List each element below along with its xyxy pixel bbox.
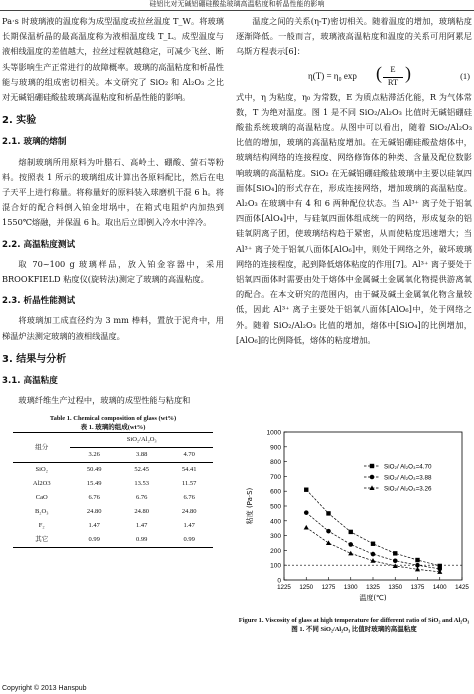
data-point [348, 542, 353, 547]
section-2-2-paragraph: 取 70~100 g 玻璃样品，放入铂金容器中，采用 BROOKFIELD 粘度仪(旋转法)测定了玻璃的高温粘度。 [2, 258, 224, 285]
legend-label: SiO₂/ Al₂O₃=3.88 [384, 474, 432, 482]
data-point [304, 510, 309, 515]
y-tick-label: 200 [270, 547, 281, 555]
table-cell: 6.76 [183, 494, 195, 502]
table-cell: 24.80 [181, 508, 197, 516]
table-caption-en: Table 1. Chemical composition of glass (wt%) [49, 415, 177, 423]
table-row-label: B₂O₃ [34, 508, 49, 516]
running-header: 硅铝比对无碱铝硼硅酸盐玻璃高温粘度和析晶性能的影响 [0, 0, 474, 11]
y-tick-label: 400 [270, 518, 281, 526]
y-tick-label: 900 [270, 444, 281, 452]
y-tick-label: 0 [277, 577, 281, 585]
table-group-label: 组分 [35, 443, 49, 451]
legend-label: SiO₂/ Al₂O₃=3.26 [384, 485, 432, 493]
table-cell: 52.45 [134, 466, 150, 474]
equation-denominator: RT [387, 76, 399, 87]
right-column [236, 14, 472, 348]
section-2-heading: 2. 实验 [2, 115, 37, 127]
x-tick-label: 1350 [388, 584, 403, 591]
y-tick-label: 100 [270, 562, 281, 570]
table-row-label: CaO [35, 494, 48, 502]
section-3-1-paragraph: 玻璃纤维生产过程中，玻璃的成型性能与粘度和 [18, 395, 191, 406]
copyright-footer: Copyright © 2013 Hanspub [2, 685, 87, 692]
legend-marker [370, 475, 375, 480]
section-3-heading: 3. 结果与分析 [2, 353, 67, 365]
table-cell: 24.80 [86, 508, 102, 516]
table-row [13, 477, 213, 491]
section-2-3-paragraph: 将玻璃加工成直径约为 3 mm 棒料，置放于泥舟中，用梯温炉法测定玻璃的液相线温度。 [2, 315, 224, 341]
equation-paren-close: ) [405, 62, 411, 83]
table-cell: 13.53 [134, 480, 150, 488]
viscosity-analysis-paragraph: 式中，η 为粘度，η₀ 为常数，E 为质点粘滞活化能，R 为气体常数，T 为绝对温度。图 1 是不同 SiO₂/Al₂O₃ 比值时无碱铝硼硅酸盐系统玻璃的高温粘度。从图中可以看出，随着 SiO₂/Al₂O₃ 比值的增加，玻璃的高温粘度增加。在无碱铝硼硅酸盐熔体中，玻璃结构网络的连接程度、网络修饰体的种类、含量及配位数影响玻璃的高温粘度。SiO₂ 在无碱铝硼硅酸盐玻璃中主要以硅氧四面体[SiO₄]的形式存在，形成连接网络，增加玻璃的高温粘度。Al₂O₃ 在玻璃中有 4 和 6 两种配位状态。当 Al³⁺ 离子处于铝氧四面体[AlO₄]中，与硅氧四面体组成统一的网络，形成复杂的铝硅氧阴离子团，使玻璃结构趋于紧密，从而使粘度迅速增大；当 Al³⁺ 离子处于铝氧八面体[AlO₆]中，则处于网络之外，破坏玻璃网络的连接程度，起到降低熔体粘度的作用[7]。Al³⁺ 离子要处于铝氧四面体时需要由处于熔体中金属碱土金属氧化物提供游离氧的配合。在本文研究的范围内，由于碱及碱土金属氧化物含量较低，因此 Al³⁺ 离子主要处于铝氧八面体[AlO₆]中，处于网络之外。随着 SiO₂/Al₂O₃ 比值的增加，熔体中[SiO₄]的比例增加，[AlO₆]的比例降低，熔体的粘度增加。 [236, 91, 472, 345]
table-row [13, 491, 213, 505]
data-point [304, 488, 308, 492]
y-tick-label: 700 [270, 473, 281, 481]
viscosity-intro-paragraph: 温度之间的关系(η-T)密切相关。随着温度的增加，玻璃粘度逐渐降低。一般而言，玻璃液高温粘度和温度的关系可用阿累尼乌斯方程表示[6]： [236, 16, 472, 57]
equation-number: (1) [460, 70, 470, 81]
table-row-label: SiO₂ [35, 466, 48, 474]
table-cell: 6.76 [136, 494, 148, 502]
table-cell: 0.99 [88, 536, 100, 544]
section-2-1-heading: 2.1. 玻璃的熔制 [2, 137, 67, 148]
table-ratio-header: SiO₂/Al₂O₃ [70, 433, 213, 448]
table-block [2, 414, 224, 548]
data-point [326, 540, 331, 545]
legend-marker [370, 464, 374, 468]
y-tick-label: 500 [270, 503, 281, 511]
table-col-header: 3.26 [88, 451, 100, 459]
table-cell: 0.99 [183, 536, 195, 544]
y-tick-label: 300 [270, 533, 281, 541]
table-cell: 1.47 [136, 522, 148, 530]
x-tick-label: 1425 [455, 584, 469, 591]
table-col-header: 4.70 [183, 451, 195, 459]
table-row [13, 463, 213, 478]
viscosity-chart [236, 420, 472, 610]
data-point [415, 567, 420, 572]
table-cell: 0.99 [136, 536, 148, 544]
data-point [349, 530, 353, 534]
figure-1 [236, 420, 472, 634]
table-cell: 54.41 [181, 466, 197, 474]
x-tick-label: 1400 [432, 584, 447, 591]
equation-numerator: E [383, 62, 403, 78]
section-2-3-heading: 2.3. 析晶性能测试 [2, 296, 76, 307]
data-point [304, 525, 309, 530]
table-row-label: 其它 [35, 536, 49, 544]
data-point [326, 529, 331, 534]
table-col-header: 3.88 [136, 451, 148, 459]
table-row [13, 505, 213, 519]
legend-label: SiO₂/ Al₂O₃=4.70 [384, 463, 432, 471]
data-point [371, 552, 376, 557]
table-row [13, 533, 213, 548]
equation-lhs: η(T) = η₀ exp [308, 70, 357, 81]
table-cell: 24.80 [134, 508, 150, 516]
y-tick-label: 1000 [266, 429, 281, 437]
composition-table [13, 432, 213, 548]
x-tick-label: 1375 [410, 584, 425, 591]
left-column [2, 14, 224, 548]
data-point [348, 551, 353, 556]
section-2-2-heading: 2.2. 高温粘度测试 [2, 239, 76, 250]
data-point [371, 542, 375, 546]
table-cell: 1.47 [88, 522, 100, 530]
figure-caption-en: Figure 1. Viscosity of glass at high temperature for different ratio of SiO₂ and Al₂O₃ [238, 617, 470, 624]
table-row [13, 519, 213, 533]
intro-paragraph: Pa·s 时玻璃液的温度称为成型温度或拉丝温度 T_W。将玻璃长期保温析晶的最高温度称为液相温度线 T_L。成型温度与液相线温度的差值越大，拉丝过程就越稳定，可减少飞丝、断头等影响生产正常进行的故障概率。玻璃的高温粘度和析晶性能与玻璃的组成密切相关。本文研究了 SiO₂ 和 Al₂O₃ 之比对无碱铝硼硅酸盐玻璃高温粘度和析晶性能的影响。 [2, 16, 224, 103]
x-tick-label: 1250 [299, 584, 314, 591]
x-tick-label: 1325 [366, 584, 380, 591]
plot-frame [284, 432, 462, 580]
figure-caption-cn: 图 1. 不同 SiO₂/Al₂O₃ 比值时玻璃的高温粘度 [291, 626, 417, 633]
table-cell: 50.49 [86, 466, 102, 474]
data-point [326, 511, 330, 515]
y-tick-label: 600 [270, 488, 281, 496]
data-point [415, 558, 419, 562]
table-caption-cn: 表 1. 玻璃的组成(wt%) [80, 424, 146, 432]
y-axis-label: 粘度 (Pa·S) [246, 487, 254, 525]
arrhenius-equation [236, 60, 472, 90]
data-point [393, 558, 398, 563]
table-row-label: F₂ [38, 522, 45, 530]
table-cell: 15.49 [86, 480, 102, 488]
data-point [393, 551, 397, 555]
y-tick-label: 800 [270, 459, 281, 467]
table-cell: 6.76 [88, 494, 100, 502]
section-3-1-heading: 3.1. 高温粘度 [2, 376, 58, 387]
section-2-1-paragraph: 熔制玻璃所用原料为叶腊石、高岭土、硼酸、萤石等粉料。按照表 1 所示的玻璃组成计算出各原料配比，然后在电子天平上进行称量。将称量好的原料装入球磨机干混 6 h。将混合好的配合料倒入铂金坩埚中，在箱式电阻炉内加热到 1550℃熔融，并保温 6 h。取出后立即倒入冷水中淬冷。 [2, 156, 224, 228]
x-tick-label: 1300 [343, 584, 358, 591]
x-tick-label: 1275 [321, 584, 336, 591]
table-cell: 1.47 [183, 522, 195, 530]
equation-paren-open: ( [376, 62, 382, 83]
x-axis-label: 温度(℃) [359, 594, 387, 602]
x-tick-label: 1225 [277, 584, 291, 591]
table-cell: 11.57 [182, 480, 197, 488]
table-row-label: Al2O3 [32, 480, 51, 488]
